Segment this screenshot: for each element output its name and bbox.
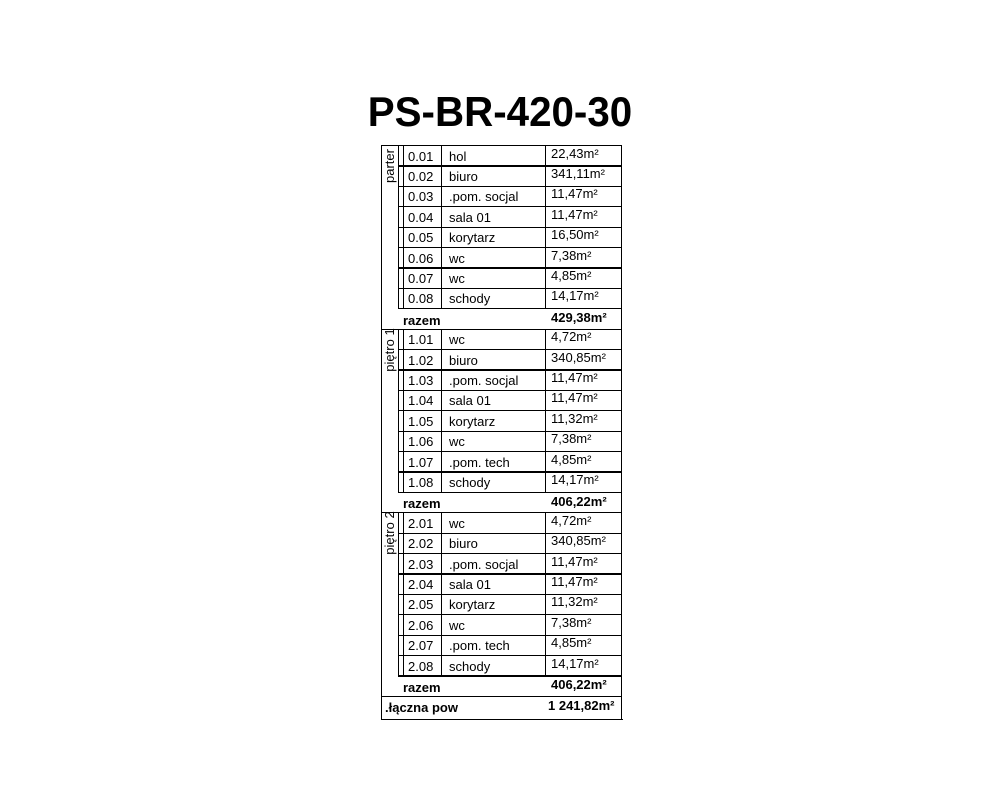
section-total-label: razem: [403, 496, 441, 512]
column-line-area: [545, 329, 546, 492]
column-line-name: [441, 512, 442, 675]
column-line-number: [403, 145, 404, 308]
room-number: 1.02: [408, 352, 434, 368]
table-frame-bottom: [381, 719, 623, 720]
section-bottom-border: [381, 696, 622, 697]
room-name: .pom. socjal: [449, 372, 519, 388]
column-line-number: [403, 329, 404, 492]
room-name: wc: [449, 515, 465, 531]
room-area: 11,47m²: [551, 206, 598, 222]
room-number: 1.05: [408, 413, 434, 429]
room-area: 7,38m²: [551, 614, 592, 630]
room-name: .pom. tech: [449, 454, 510, 470]
room-area: 7,38m²: [551, 247, 592, 263]
section-total-label: razem: [403, 679, 441, 695]
room-area: 340,85m²: [551, 533, 606, 549]
floor-label: piętro 2: [382, 511, 397, 555]
room-name: korytarz: [449, 413, 496, 429]
room-number: 2.04: [408, 576, 434, 592]
column-line-area: [545, 512, 546, 675]
room-area: 14,17m²: [551, 471, 599, 487]
drawing-title: PS-BR-420-30: [367, 88, 633, 135]
column-line-number: [403, 512, 404, 675]
column-line-label: [398, 512, 399, 675]
room-number: 1.06: [408, 434, 434, 450]
room-name: hol: [449, 148, 467, 164]
room-number: 2.06: [408, 617, 434, 633]
area-schedule-table: [381, 145, 623, 720]
column-line-area: [545, 145, 546, 308]
room-number: 0.05: [408, 230, 434, 246]
row-divider: [398, 675, 622, 676]
room-area: 11,47m²: [551, 390, 598, 406]
room-number: 2.05: [408, 597, 434, 613]
room-number: 2.03: [408, 556, 434, 572]
room-number: 0.06: [408, 250, 434, 266]
room-area: 11,47m²: [551, 553, 598, 569]
room-number: 2.02: [408, 536, 434, 552]
room-name: wc: [449, 434, 465, 450]
column-line-right: [621, 145, 622, 329]
room-number: 0.01: [408, 148, 434, 164]
column-line-label: [398, 145, 399, 308]
room-name: biuro: [449, 536, 478, 552]
room-area: 11,32m²: [551, 594, 598, 610]
column-line-name: [441, 145, 442, 308]
floor-label: piętro 1: [382, 327, 397, 372]
room-name: sala 01: [449, 393, 491, 409]
room-number: 0.04: [408, 209, 434, 225]
room-name: sala 01: [449, 209, 491, 225]
room-area: 4,72m²: [551, 329, 592, 345]
row-divider: [398, 308, 622, 309]
room-area: 14,17m²: [551, 655, 599, 671]
room-name: schody: [449, 291, 491, 307]
room-name: schody: [449, 658, 491, 674]
room-number: 1.03: [408, 372, 434, 388]
section-total-area: 406,22m²: [551, 677, 607, 693]
room-area: 16,50m²: [551, 227, 599, 243]
room-name: wc: [449, 270, 465, 286]
room-area: 11,47m²: [551, 369, 598, 385]
room-number: 2.01: [408, 515, 434, 531]
floor-label: parter: [382, 149, 397, 183]
room-area: 11,32m²: [551, 410, 598, 426]
room-number: 0.03: [408, 189, 434, 205]
room-name: wc: [449, 250, 465, 266]
room-area: 14,17m²: [551, 288, 599, 304]
column-line-right: [621, 329, 622, 513]
grand-total-area: 1 241,82m²: [548, 698, 615, 714]
grand-total-label: .łączna pow: [385, 700, 458, 716]
section-total-area: 406,22m²: [551, 493, 607, 509]
room-area: 22,43m²: [551, 145, 599, 161]
room-name: biuro: [449, 168, 478, 184]
section-total-label: razem: [403, 312, 441, 328]
room-area: 7,38m²: [551, 431, 592, 447]
room-name: korytarz: [449, 597, 496, 613]
room-name: korytarz: [449, 230, 496, 246]
room-number: 1.07: [408, 454, 434, 470]
room-area: 11,47m²: [551, 186, 598, 202]
room-area: 4,85m²: [551, 267, 592, 283]
room-name: biuro: [449, 352, 478, 368]
room-area: 4,72m²: [551, 512, 592, 528]
room-area: 4,85m²: [551, 635, 592, 651]
room-number: 1.04: [408, 393, 434, 409]
room-number: 2.08: [408, 658, 434, 674]
column-line-name: [441, 329, 442, 492]
column-line-right: [621, 512, 622, 696]
table-frame-left: [381, 145, 382, 720]
room-name: wc: [449, 617, 465, 633]
room-number: 1.01: [408, 332, 434, 348]
grand-total-right-border: [621, 696, 622, 720]
room-name: .pom. tech: [449, 638, 510, 654]
room-area: 341,11m²: [551, 165, 605, 181]
row-divider: [398, 492, 622, 493]
room-name: .pom. socjal: [449, 556, 519, 572]
room-name: wc: [449, 332, 465, 348]
room-number: 0.08: [408, 291, 434, 307]
room-name: schody: [449, 474, 491, 490]
room-area: 4,85m²: [551, 451, 592, 467]
room-area: 11,47m²: [551, 573, 598, 589]
column-line-label: [398, 329, 399, 492]
room-number: 1.08: [408, 474, 434, 490]
room-name: sala 01: [449, 576, 491, 592]
room-name: .pom. socjal: [449, 189, 519, 205]
room-number: 0.07: [408, 270, 434, 286]
section-total-area: 429,38m²: [551, 310, 607, 326]
room-area: 340,85m²: [551, 349, 606, 365]
room-number: 2.07: [408, 638, 434, 654]
room-number: 0.02: [408, 168, 434, 184]
